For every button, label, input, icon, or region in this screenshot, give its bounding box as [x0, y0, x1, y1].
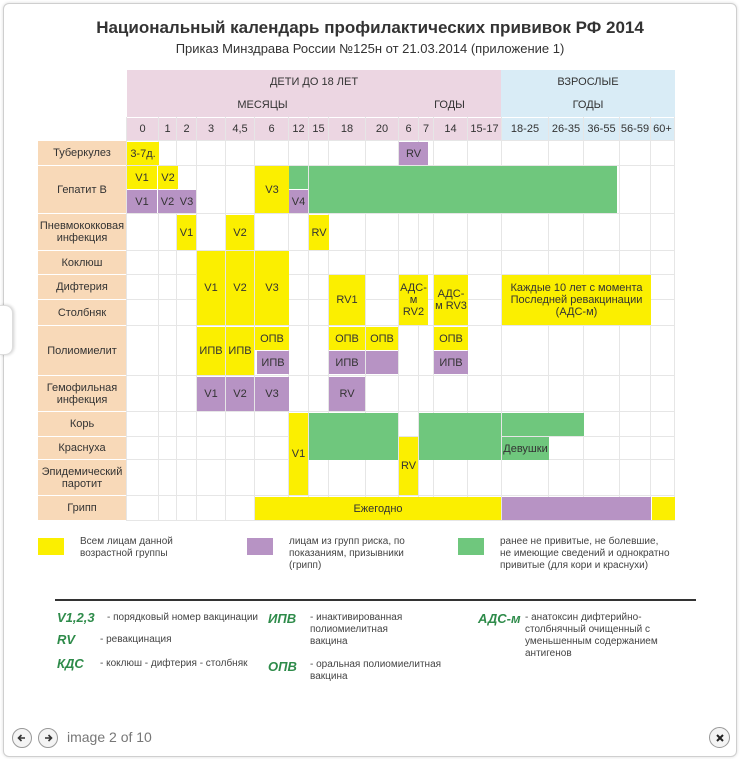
grid-hline — [127, 325, 675, 326]
mark-mmr-girls: Девушки — [502, 437, 549, 460]
grid-vline — [674, 117, 675, 521]
row-label-9: Краснуха — [38, 437, 126, 459]
age-col-15: 26-35 — [549, 118, 583, 140]
abbr-ipv: ИПВ — [268, 611, 297, 626]
age-col-18: 60+ — [651, 118, 674, 140]
mark-mmr-green-b — [419, 413, 501, 460]
row-label-10: Эпидемический паротит — [38, 460, 126, 495]
mark-flu-60plus — [652, 497, 675, 520]
mark-mmr-rv: RV — [399, 437, 418, 495]
arrow-left-icon — [17, 733, 27, 743]
row-label-5: Столбняк — [38, 300, 126, 325]
mark-pn-v2: V2 — [226, 215, 254, 250]
row-label-2: Пневмококковая инфекция — [38, 214, 126, 250]
mark-hb-v2r: V2 — [158, 190, 177, 213]
mark-hb-v2: V2 — [158, 166, 178, 189]
grid-hline — [127, 411, 675, 412]
mark-dft-v2: V2 — [226, 251, 254, 325]
mark-pol-ipv3: ИПВ — [257, 351, 289, 374]
age-col-11: 7 — [419, 118, 433, 140]
legend-swatch-purple — [247, 538, 273, 555]
row-label-1: Гепатит В — [38, 166, 126, 213]
row-label-3: Коклюш — [38, 251, 126, 274]
legend-green-text: ранее не привитые, не болевшие, не имеющие сведений и однократно привитые (для кори и краснухи) — [500, 536, 670, 571]
mark-pol-opv1: ОПВ — [255, 327, 289, 350]
age-col-13: 15-17 — [468, 118, 501, 140]
grid-hline — [127, 140, 675, 141]
abbr-v123-desc: - порядковый номер вакцинации — [107, 612, 258, 623]
header-adults: ВЗРОСЛЫЕ — [501, 70, 675, 93]
age-col-1: 1 — [159, 118, 176, 140]
legend-swatch-yellow — [38, 538, 64, 555]
age-col-6: 12 — [289, 118, 308, 140]
row-label-0: Туберкулез — [38, 141, 126, 165]
row-label-4: Дифтерия — [38, 275, 126, 299]
header-adult-years: ГОДЫ — [501, 93, 675, 117]
mark-dft-adult: Каждые 10 лет с момента Последней ревакцинации (АДС-м) — [502, 275, 651, 325]
mark-hib-rv: RV — [329, 377, 365, 411]
table-corner — [38, 70, 127, 140]
mark-hb-v3r: V3 — [177, 190, 196, 213]
mark-pol-ipv5: ИПВ — [434, 351, 468, 374]
row-label-8: Корь — [38, 412, 126, 436]
mark-hb-v1: V1 — [127, 166, 157, 189]
mark-hib-v1: V1 — [197, 377, 225, 411]
close-button[interactable] — [709, 727, 730, 748]
abbr-ipv-desc: - инактивированная полиомиелитная вакцина — [310, 612, 403, 647]
mark-tb-rv: RV — [399, 142, 428, 165]
image-counter: image 2 of 10 — [67, 729, 152, 745]
mark-pol-purple-20 — [366, 351, 398, 374]
age-col-4: 4,5 — [226, 118, 254, 140]
mark-hb-green-a — [289, 166, 308, 189]
mark-pol-ipv4: ИПВ — [329, 351, 365, 374]
mark-dft-rv1: RV1 — [329, 275, 365, 325]
abbr-rv: RV — [57, 632, 76, 647]
mark-dft-v3: V3 — [255, 251, 289, 325]
age-col-10: 6 — [399, 118, 418, 140]
mark-flu-adults — [502, 497, 651, 520]
next-button[interactable] — [38, 728, 58, 748]
side-tab[interactable] — [0, 305, 13, 355]
row-label-6: Полиомиелит — [38, 326, 126, 375]
abbr-opv: ОПВ — [268, 659, 297, 674]
mark-hb-v1r: V1 — [127, 190, 157, 213]
age-col-5: 6 — [255, 118, 288, 140]
mark-pol-ipv1: ИПВ — [197, 327, 225, 375]
grid-hline — [127, 520, 675, 521]
abbr-adsm-desc: - анатоксин дифтерийно-столбнячный очищенный с уменьшенным содержанием антигенов — [525, 612, 658, 659]
mark-dft-v1: V1 — [197, 251, 225, 325]
abbr-rv-desc: - ревакцинация — [100, 634, 172, 645]
header-years: ГОДЫ — [398, 93, 501, 117]
abbr-v123: V1,2,3 — [57, 610, 95, 625]
age-col-12: 14 — [434, 118, 467, 140]
arrow-right-icon — [43, 733, 53, 743]
mark-dft-rv2: АДС-м RV2 — [399, 275, 428, 325]
legend-yellow-text: Всем лицам данной возрастной группы — [80, 536, 173, 559]
prev-button[interactable] — [12, 728, 32, 748]
row-label-7: Гемофильная инфекция — [38, 376, 126, 411]
header-months: МЕСЯЦЫ — [127, 93, 398, 117]
age-col-8: 18 — [329, 118, 365, 140]
page-subtitle: Приказ Минздрава России №125н от 21.03.2014 (приложение 1) — [175, 41, 565, 56]
mark-dft-rv3: АДС-м RV3 — [434, 275, 468, 325]
age-col-7: 15 — [309, 118, 328, 140]
age-col-3: 3 — [197, 118, 225, 140]
age-col-2: 2 — [177, 118, 196, 140]
page-title: Национальный календарь профилактических прививок РФ 2014 — [96, 18, 644, 37]
mark-mmr-green-a — [309, 413, 398, 460]
mark-pol-opv4: ОПВ — [434, 327, 468, 350]
age-col-0: 0 — [127, 118, 158, 140]
mark-pn-rv: RV — [309, 215, 329, 250]
mark-tb-1: 3-7д. — [127, 142, 159, 165]
mark-hb-v4r: V4 — [289, 190, 308, 213]
mark-hib-v3: V3 — [255, 377, 289, 411]
mark-flu-children: Ежегодно — [255, 497, 501, 520]
header-children: ДЕТИ ДО 18 ЛЕТ — [127, 70, 501, 93]
row-label-11: Грипп — [38, 496, 126, 520]
age-col-17: 56-59 — [620, 118, 650, 140]
mark-pol-opv2: ОПВ — [329, 327, 365, 350]
mark-hib-v2: V2 — [226, 377, 254, 411]
age-col-16: 36-55 — [584, 118, 619, 140]
mark-mmr-v1: V1 — [289, 413, 308, 495]
mark-mmr-green-c — [502, 413, 584, 436]
age-col-9: 20 — [366, 118, 398, 140]
abbr-kds-desc: - коклюш - дифтерия - столбняк — [100, 658, 248, 669]
mark-pn-v1: V1 — [177, 215, 196, 250]
mark-pol-ipv2: ИПВ — [226, 327, 254, 375]
close-icon — [715, 733, 725, 743]
abbr-kds: КДС — [57, 656, 84, 671]
mark-hb-green-b — [309, 166, 617, 213]
legend-purple-text: лицам из групп риска, по показаниям, призывники (грипп) — [289, 536, 405, 571]
mark-hb-v3: V3 — [255, 166, 289, 213]
abbr-adsm: АДС-м — [478, 611, 521, 626]
legend-swatch-green — [458, 538, 484, 555]
abbr-opv-desc: - оральная полиомиелитная вакцина — [310, 659, 442, 682]
mark-pol-opv3: ОПВ — [366, 327, 398, 350]
age-col-14: 18-25 — [502, 118, 548, 140]
grid-hline — [127, 375, 675, 376]
divider — [55, 599, 696, 601]
grid-hline — [127, 213, 675, 214]
vaccination-table — [38, 70, 675, 521]
grid-hline — [127, 495, 675, 496]
